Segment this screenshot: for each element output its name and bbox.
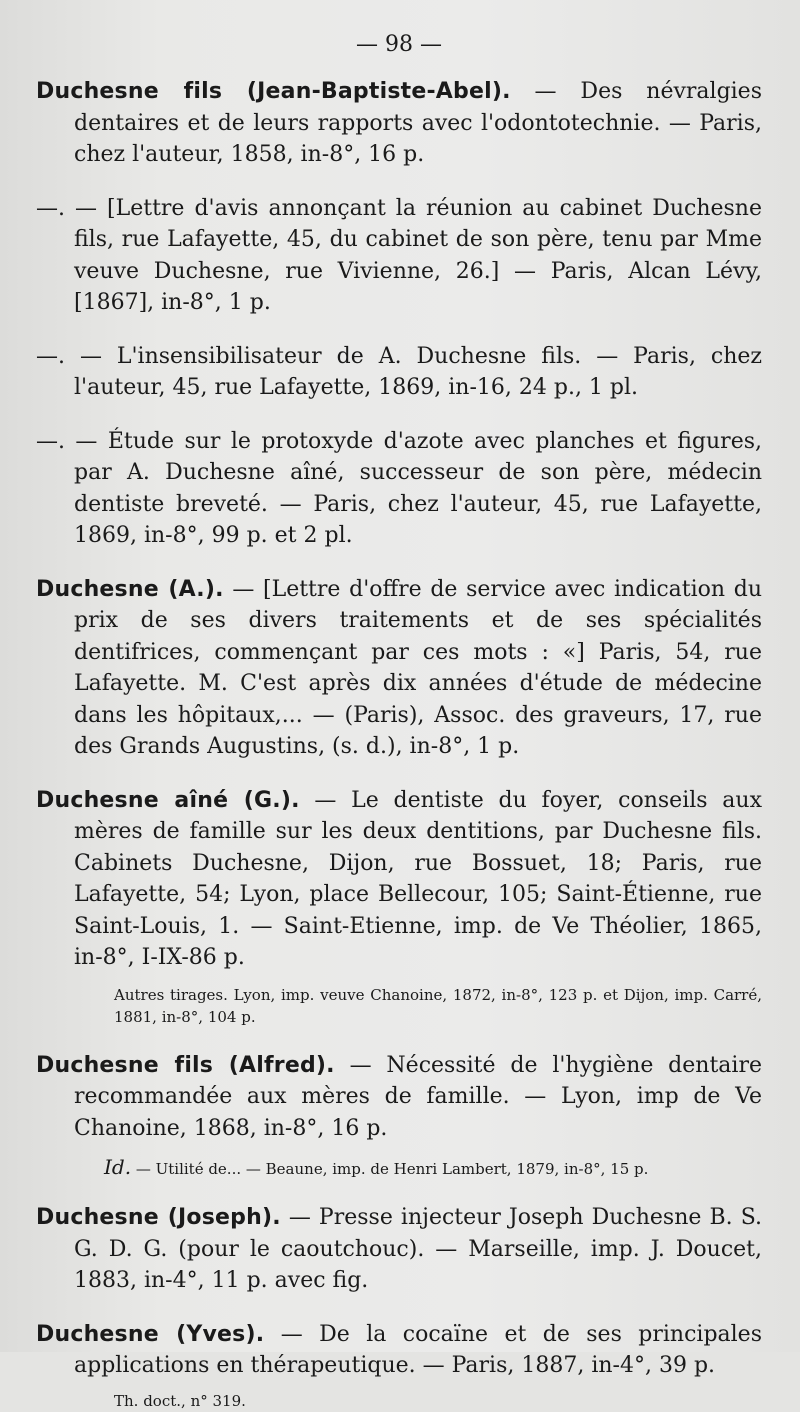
entry-duchesne-a bbox=[36, 574, 762, 763]
entry-text: — Presse injecteur Joseph Duchesne B. S. G. D. G. (pour le caoutchouc). — Marseille, imp. J. Doucet, 1883, in-4°, 11 p. avec fig. bbox=[74, 1205, 762, 1293]
entry-text: —. — [Lettre d'avis annonçant la réunion au cabinet Duchesne fils, rue Lafayette, 45, du cabinet de son père, tenu par Mme veuve Duchesne, rue Vivienne, 26.] — Paris, Alcan Lévy,[1867], in-8°, 1 p. bbox=[36, 195, 762, 315]
entry-text: —. — L'insensibilisateur de A. Duchesne fils. — Paris, chez l'auteur, 45, rue Lafayette, 1869, in-16, 24 p., 1 pl. bbox=[36, 343, 762, 400]
entry-duchesne-aine-g bbox=[36, 785, 762, 974]
note-id bbox=[36, 1156, 762, 1180]
entry-lettre-avis bbox=[36, 193, 762, 319]
entry-duchesne-alfred bbox=[36, 1050, 762, 1145]
page-number: — 98 — bbox=[356, 32, 442, 57]
entry-author: Duchesne (A.). bbox=[36, 576, 224, 602]
entry-duchesne-yves bbox=[36, 1319, 762, 1382]
entry-text: — De la cocaïne et de ses principales applications en thérapeutique. — Paris, 1887, in-4°, 39 p. bbox=[74, 1321, 762, 1378]
entry-duchesne-jean-baptiste-abel bbox=[36, 76, 762, 171]
entry-author: Duchesne fils (Jean-Baptiste-Abel). bbox=[36, 79, 511, 104]
note-id-text: — Utilité de... — Beaune, imp. de Henri Lambert, 1879, in-8°, 15 p. bbox=[131, 1160, 649, 1178]
entry-duchesne-joseph bbox=[36, 1202, 762, 1297]
entry-text: —. — Étude sur le protoxyde d'azote avec planches et figures, par A. Duchesne aîné, successeur de son père, médecin dentiste breveté. — Paris, chez l'auteur, 45, rue Lafayette, 1869, in-8°, 99 p. et 2 pl. bbox=[36, 428, 762, 548]
entry-text: — Nécessité de l'hygiène dentaire recommandée aux mères de famille. — Lyon, imp de Ve Chanoine, 1868, in-8°, 16 p. bbox=[74, 1052, 762, 1141]
note-th-doct: Th. doct., n° 319. bbox=[114, 1391, 246, 1410]
entry-text: — Le dentiste du foyer, conseils aux mères de famille sur les deux dentitions, par Duchesne fils. Cabinets Duchesne, Dijon, rue Bossuet, 18; Paris, rue Lafayette, 54; Lyon, place Bellecour, 105; Saint-Étienne, rue Saint-Louis, 1. — Saint-Etienne, imp. de Ve Théolier, 1865, in-8°, I-IX-86 p. bbox=[74, 787, 762, 970]
note-autres-tirages: Autres tirages. Lyon, imp. veuve Chanoine, 1872, in-8°, 123 p. et Dijon, imp. Carré, 1881, in-8°, 104 p. bbox=[114, 985, 762, 1026]
entry-insensibilisateur bbox=[36, 341, 762, 404]
note-id-label: Id. bbox=[104, 1155, 132, 1179]
entry-text: — [Lettre d'offre de service avec indication du prix de ses divers traitements et de ses spécialités dentifrices, commençant par ces mots : «] Paris, 54, rue Lafayette. M. C'est après dix années d'étude de médecine dans les hôpitaux,... — (Paris), Assoc. des graveurs, 17, rue des Grands Augustins, (s. d.), in-8°, 1 p. bbox=[74, 576, 762, 759]
entry-author: Duchesne (Joseph). bbox=[36, 1205, 281, 1230]
entry-text: — Des névralgies dentaires et de leurs rapports avec l'odontotechnie. — Paris, chez l'auteur, 1858, in-8°, 16 p. bbox=[74, 79, 762, 167]
entry-protoxyde bbox=[36, 426, 762, 552]
entry-author: Duchesne aîné (G.). bbox=[36, 787, 300, 813]
entry-author: Duchesne fils (Alfred). bbox=[36, 1052, 335, 1078]
entry-author: Duchesne (Yves). bbox=[36, 1321, 265, 1347]
